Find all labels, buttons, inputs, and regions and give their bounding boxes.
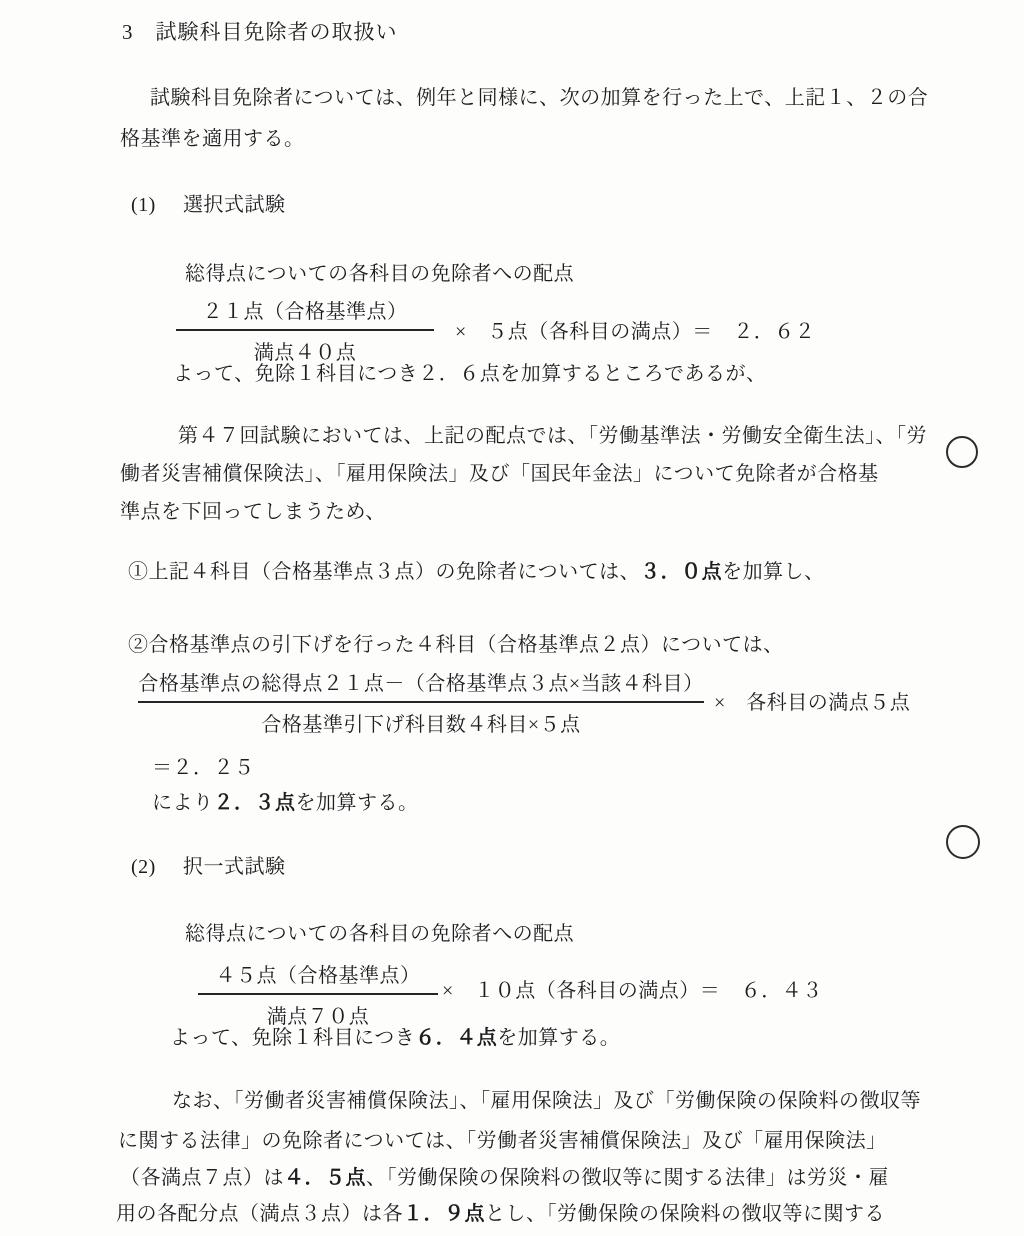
item-2-result-suffix: を加算する。 xyxy=(295,792,419,814)
note-line-3 xyxy=(120,1166,889,1190)
item-2-result-value: ２．３点 xyxy=(213,792,296,814)
intro-line-1: 試験科目免除者については、例年と同様に、次の加算を行った上で、上記１、２の合 xyxy=(150,87,929,109)
formula-3-numerator: ４５点（合格基準点） xyxy=(215,965,421,987)
conclusion-2-prefix: よって、免除１科目につき xyxy=(170,1027,416,1049)
note-line-3-value: ４．５点 xyxy=(284,1167,366,1189)
item-1-suffix: を加算し、 xyxy=(722,561,825,583)
punch-hole-circle-top xyxy=(946,436,978,468)
subsection-2-title: 択一式試験 xyxy=(183,856,286,878)
formula-1-denominator: 満点４０点 xyxy=(253,342,357,364)
item-2-result-prefix: により xyxy=(152,792,214,814)
note-line-3-prefix: （各満点７点）は xyxy=(120,1167,284,1189)
item-1-value: ３．０点 xyxy=(640,561,723,583)
subsection-1-title: 選択式試験 xyxy=(183,194,286,216)
note-line-4-prefix: 用の各配分点（満点３点）は各 xyxy=(116,1203,403,1225)
paragraph-line-1: 第４７回試験においては、上記の配点では、「労働基準法・労働安全衛生法」、「労 xyxy=(178,425,927,447)
section-title: 試験科目免除者の取扱い xyxy=(155,20,398,44)
note-line-2: に関する法律」の免除者については、「労働者災害補償保険法」及び「雇用保険法」 xyxy=(118,1130,887,1152)
allocation-caption-2: 総得点についての各科目の免除者への配点 xyxy=(185,923,575,945)
formula-3-denominator: 満点７０点 xyxy=(266,1006,370,1028)
conclusion-2 xyxy=(170,1026,620,1050)
formula-2-numerator: 合格基準点の総得点２１点－（合格基準点３点×当該４科目） xyxy=(138,673,704,695)
note-line-4-suffix: とし、「労働保険の保険料の徴収等に関する xyxy=(485,1203,885,1225)
note-line-4-value: １．９点 xyxy=(403,1203,485,1225)
note-line-3-suffix: 、「労働保険の保険料の徴収等に関する法律」は労災・雇 xyxy=(366,1167,889,1189)
formula-1-side: × ５点（各科目の満点）＝ ２．６２ xyxy=(455,321,816,343)
formula-3-fraction xyxy=(198,959,438,1029)
formula-1-fraction xyxy=(176,295,434,365)
formula-3-side: × １０点（各科目の満点）＝ ６．４３ xyxy=(442,980,823,1002)
conclusion-2-suffix: を加算する。 xyxy=(497,1027,621,1049)
formula-1-numerator: ２１点（合格基準点） xyxy=(202,301,408,323)
item-2-equals: ＝２．２５ xyxy=(152,757,255,779)
punch-hole-circle-bottom xyxy=(946,825,980,859)
formula-2-side: × 各科目の満点５点 xyxy=(714,692,911,714)
subsection-2-label: (2) xyxy=(131,856,156,878)
note-line-1: なお、「労働者災害補償保険法」、「雇用保険法」及び「労働保険の保険料の徴収等 xyxy=(172,1090,921,1112)
subsection-1-label: (1) xyxy=(131,194,156,216)
intro-line-2: 格基準を適用する。 xyxy=(120,128,305,150)
paragraph-line-2: 働者災害補償保険法」、「雇用保険法」及び「国民年金法」について免除者が合格基 xyxy=(120,463,879,485)
formula-2-fraction xyxy=(138,667,704,737)
conclusion-1: よって、免除１科目につき２．６点を加算するところであるが、 xyxy=(173,363,767,385)
conclusion-2-value: ６．４点 xyxy=(415,1027,498,1049)
note-line-4 xyxy=(116,1202,885,1226)
item-1-prefix: ①上記４科目（合格基準点３点）の免除者については、 xyxy=(128,561,641,583)
item-1 xyxy=(128,560,825,584)
formula-2-denominator: 合格基準引下げ科目数４科目×５点 xyxy=(261,714,581,736)
paragraph-line-3: 準点を下回ってしまうため、 xyxy=(120,501,386,523)
section-heading xyxy=(122,20,398,45)
section-number: 3 xyxy=(122,20,134,44)
allocation-caption-1: 総得点についての各科目の免除者への配点 xyxy=(185,263,575,285)
item-2-result xyxy=(152,791,419,815)
item-2-intro: ②合格基準点の引下げを行った４科目（合格基準点２点）については、 xyxy=(128,634,784,656)
